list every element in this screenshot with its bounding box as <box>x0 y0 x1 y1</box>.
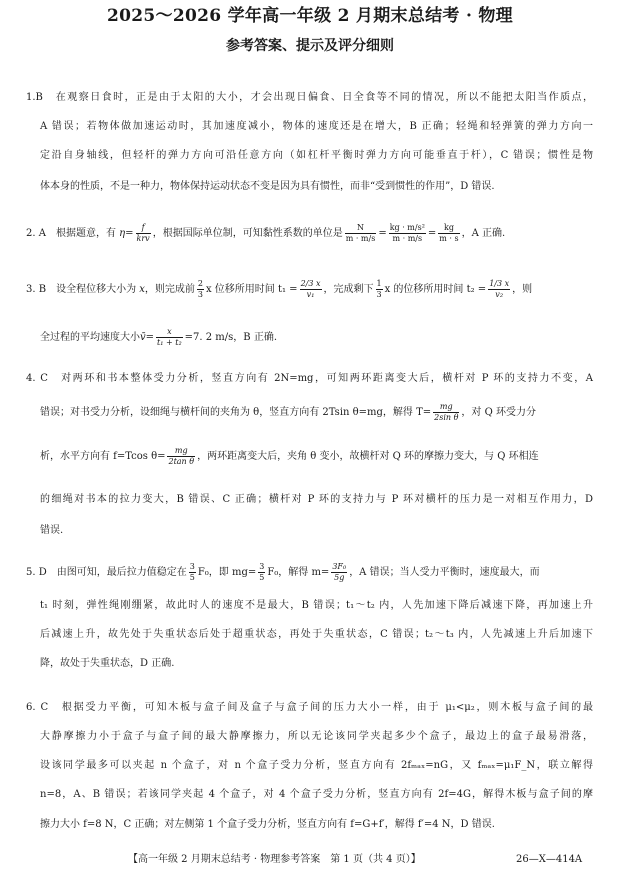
answer-2-text-a: 2. A 根据题意，有 <box>26 228 120 239</box>
answer-1-line-4: 体本身的性质，不是一种力，物体保持运动状态不变是因为具有惯性，而非“受到惯性的作用”，D 错误. <box>40 181 495 192</box>
answer-6-line-4: n=8，A、B 错误；若该同学夹起 4 个盒子，对 4 个盒子受力分析，竖直方向有 2f=4G，解得木板与盒子间的摩 <box>40 789 593 800</box>
answer-6-line-1: 6. C 根据受力平衡，可知木板与盒子间及盒子与盒子间的压力大小一样，由于 μ₁<μ₂，则木板与盒子间的最 <box>26 702 593 713</box>
answer-2-text-c: ，A 正确. <box>461 228 506 239</box>
fraction-numerator: kg <box>438 223 459 234</box>
fraction-denominator: v₂ <box>495 290 504 299</box>
answer-3-text-e: x 的位移所用时间 t₂ = <box>384 284 487 295</box>
fraction-t2 <box>488 279 510 300</box>
fraction-denominator: 3 <box>376 290 382 299</box>
answer-1-line-2: A 错误；若物体做加速运动时，其加速度减小，物体的速度还是在增大，B 正确；轻绳和轻弹簧的弹力方向一 <box>40 121 593 132</box>
fraction-denominator: krv <box>136 234 150 243</box>
fraction-denominator: 2sin θ <box>434 413 459 422</box>
answer-3-text-d: ，完成剩下 <box>323 284 374 295</box>
answer-5-line-2: t₁ 时刻，弹性绳刚绷紧，故此时人的速度不是最大，B 错误；t₁～t₂ 内，人先加速下降后减速下降，再加速上升 <box>40 600 593 611</box>
answer-3-line-2 <box>40 326 277 350</box>
answer-2-text-b: ，根据国际单位制，可知黏性系数的单位是 <box>152 228 343 239</box>
fraction-numerator: 3F₀ <box>332 562 347 571</box>
fraction-eta <box>136 223 151 244</box>
page-title: 2025～2026 学年高一年级 2 月期末总结考 · 物理 <box>107 6 513 26</box>
fraction-mass <box>331 562 347 583</box>
answer-3-text-a: 3. B 设全程位移大小为 <box>26 284 140 295</box>
answer-3-text-b: ，则完成前 <box>144 284 195 295</box>
answer-5-line-4: 降，故处于失重状态，D 正确. <box>40 658 175 669</box>
answer-3-text-h: =7. 2 m/s，B 正确. <box>184 332 278 343</box>
equals-sign: = <box>378 228 387 239</box>
answer-6-line-2: 大静摩擦力小于盒子与盒子间的最大静摩擦力，所以无论该同学夹起多少个盒子，最边上的盒子最易滑落， <box>40 731 593 742</box>
answer-4-line-1: 4. C 对两环和书本整体受力分析，竖直方向有 2N=mg，可知两环距离变大后，横杆对 P 环的支持力不变，A <box>26 373 593 384</box>
fraction-three-fifths-b <box>258 562 265 583</box>
fraction-denominator: m · m/s <box>345 234 376 243</box>
answer-6-line-5: 擦力大小 f=8 N，C 正确；对左侧第 1 个盒子受力分析，竖直方向有 f=G+f′，解得 f′=4 N，D 错误. <box>40 819 495 830</box>
answer-3-line-1 <box>26 270 532 310</box>
fraction-unit-2 <box>389 223 426 244</box>
fraction-denominator: 2tan θ <box>168 457 195 466</box>
fraction-three-fifths-a <box>189 562 196 583</box>
fraction-denominator: 5 <box>189 573 195 582</box>
fraction-tension <box>433 402 459 423</box>
fraction-denominator: 5g <box>334 573 345 582</box>
answer-4-line-2 <box>40 400 536 426</box>
fraction-numerator: 3 <box>189 562 195 571</box>
fraction-average <box>156 327 183 348</box>
footer-code: 26—X—414A <box>516 854 583 865</box>
answer-3-text-f: ，则 <box>512 284 533 295</box>
answer-4-line-4: 的细绳对书本的拉力变大，B 错误、C 正确；横杆对 P 环的支持力与 P 环对横杆的压力是一对相互作用力，D <box>40 494 593 505</box>
answer-5-text-b: F₀，即 mg= <box>197 567 257 578</box>
fraction-numerator: 2 <box>197 279 203 288</box>
fraction-denominator: v₁ <box>306 290 315 299</box>
answer-4-text-d: ，两环距离变大后，夹角 θ 变小，故横杆对 Q 环的摩擦力变大，与 Q 环相连 <box>197 451 539 462</box>
answer-1-line-1: 1.B 在观察日食时，正是由于太阳的大小，才会出现日偏食、日全食等不同的情况，所以不能把太阳当作质点， <box>26 92 593 103</box>
answer-2 <box>26 222 505 246</box>
answer-5-text-a: 5. D 由图可知，最后拉力值稳定在 <box>26 567 187 578</box>
answer-4-text-c: 析，水平方向有 f=Tcos θ= <box>40 451 166 462</box>
answer-5-text-c: F₀，解得 m= <box>267 567 330 578</box>
fraction-t1 <box>300 279 322 300</box>
fraction-numerator: f <box>136 223 151 234</box>
answer-5-text-d: ，A 错误；当人受力平衡时，速度最大，而 <box>349 567 540 578</box>
fraction-two-thirds <box>197 279 204 300</box>
fraction-numerator: 2/3 x <box>300 279 321 288</box>
fraction-numerator: kg · m/s² <box>389 223 425 232</box>
answer-1-line-3: 定沿自身轴线，但轻杆的弹力方向可沿任意方向（如杠杆平衡时弹力方向可能垂直于杆），C 错误；惯性是物 <box>40 150 593 161</box>
variable-x: x <box>139 284 145 295</box>
fraction-numerator: x <box>156 327 183 338</box>
fraction-denominator: t₁ + t₂ <box>157 338 182 347</box>
fraction-unit-3 <box>438 223 459 244</box>
fraction-denominator: 3 <box>197 290 203 299</box>
fraction-denominator: 5 <box>259 573 265 582</box>
answer-5-line-3: 后减速上升，故先处于失重状态后处于超重状态，再处于失重状态，C 错误；t₂～t₃ 内，人先减速上升后加速下 <box>40 629 593 640</box>
fraction-numerator: mg <box>433 402 459 413</box>
fraction-numerator: N <box>345 223 377 234</box>
answer-3-text-g: 全过程的平均速度大小 <box>40 332 140 343</box>
answer-4-text-b: ，对 Q 环受力分 <box>461 407 536 418</box>
fraction-friction <box>167 446 195 467</box>
eta-symbol: η= <box>119 228 134 239</box>
answer-4-line-3 <box>40 444 539 470</box>
answer-6-line-3: 设该同学最多可以夹起 n 个盒子，对 n 个盒子受力分析，竖直方向有 2fₘₐₓ=nG，又 fₘₐₓ=μ₁F_N，联立解得 <box>40 760 593 771</box>
answer-5-line-1 <box>26 560 540 586</box>
answer-4-line-5: 错误. <box>40 525 64 536</box>
footer-page-info: 【高一年级 2 月期末总结考 · 物理参考答案 第 1 页（共 4 页）】 <box>128 854 421 865</box>
equals-sign: = <box>427 228 437 239</box>
fraction-one-third <box>376 279 383 300</box>
answer-3-text-c: x 位移所用时间 t₁ = <box>205 284 298 295</box>
fraction-numerator: 1 <box>376 279 382 288</box>
fraction-numerator: 3 <box>259 562 265 571</box>
answer-4-text-a: 错误；对书受力分析，设细绳与横杆间的夹角为 θ，竖直方向有 2Tsin θ=mg，解得 T= <box>40 407 432 418</box>
fraction-unit-1 <box>345 223 377 244</box>
fraction-numerator: 1/3 x <box>489 279 510 288</box>
fraction-numerator: mg <box>167 446 195 457</box>
average-velocity-symbol: v̄= <box>140 332 155 343</box>
page-subtitle: 参考答案、提示及评分细则 <box>226 38 394 54</box>
fraction-denominator: m · m/s <box>392 234 423 243</box>
fraction-denominator: m · s <box>439 234 459 243</box>
